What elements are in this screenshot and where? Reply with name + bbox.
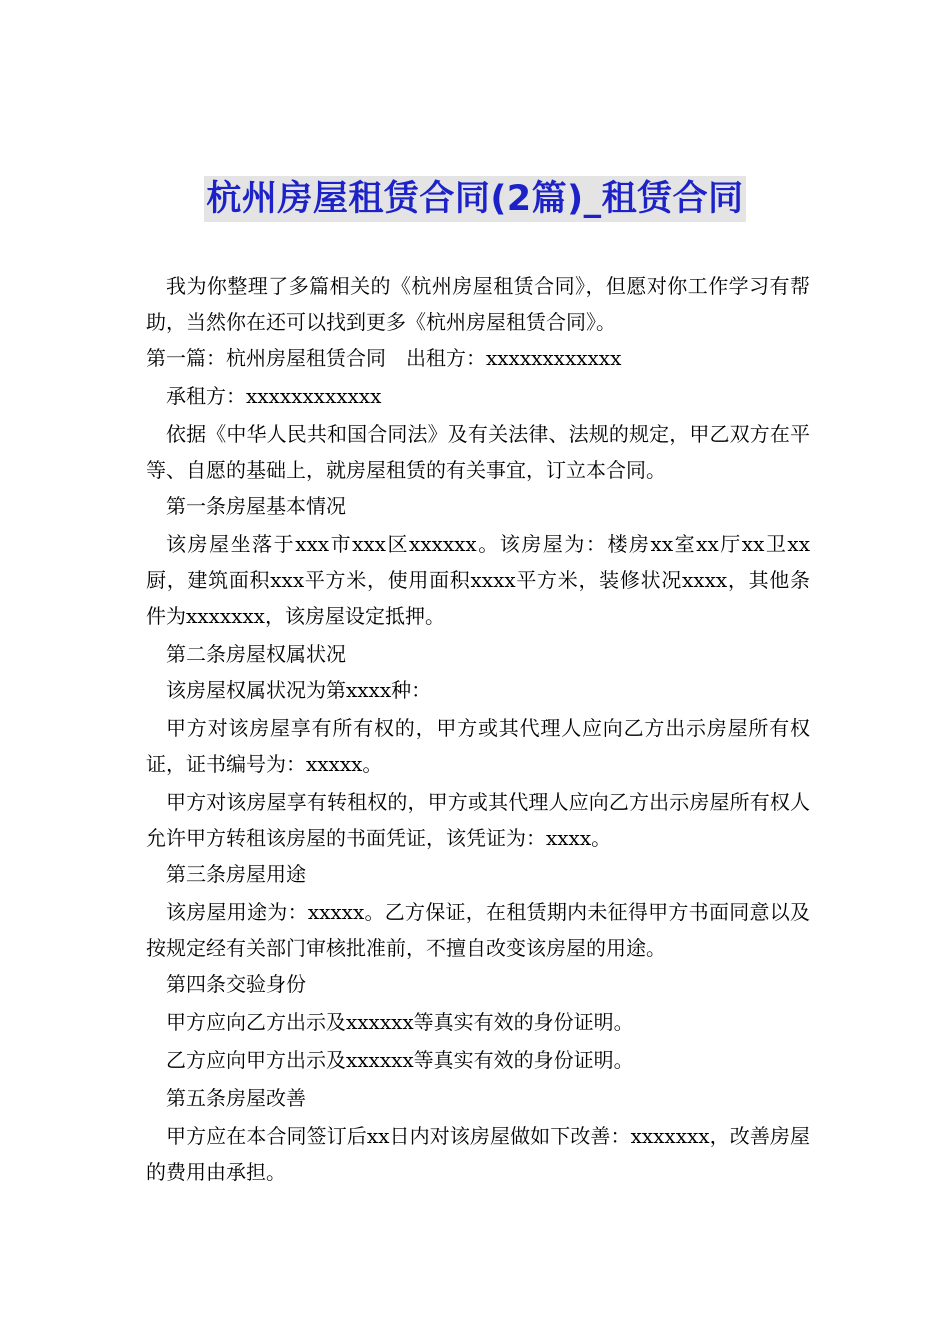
article-4-party-b: 乙方应向甲方出示及xxxxxx等真实有效的身份证明。 bbox=[166, 1048, 634, 1072]
title-container bbox=[0, 176, 950, 222]
paragraph-lessee: 承租方：xxxxxxxxxxxx bbox=[166, 384, 382, 408]
article-1-heading: 第一条房屋基本情况 bbox=[166, 494, 346, 518]
article-2-sublease: 甲方对该房屋享有转租权的，甲方或其代理人应向乙方出示房屋所有权人允许甲方转租该房屋的书面凭证，该凭证为：xxxx。 bbox=[146, 790, 810, 850]
paragraph-part-one-lessor: 第一篇：杭州房屋租赁合同 出租方：xxxxxxxxxxxx bbox=[146, 346, 622, 370]
article-5-heading: 第五条房屋改善 bbox=[166, 1086, 306, 1110]
article-2-type: 该房屋权属状况为第xxxx种： bbox=[166, 678, 432, 702]
article-5-body: 甲方应在本合同签订后xx日内对该房屋做如下改善：xxxxxxx，改善房屋的费用由承担。 bbox=[146, 1124, 810, 1184]
article-4-party-a: 甲方应向乙方出示及xxxxxx等真实有效的身份证明。 bbox=[166, 1010, 634, 1034]
article-3-heading: 第三条房屋用途 bbox=[166, 862, 306, 886]
article-3-body: 该房屋用途为：xxxxx。乙方保证，在租赁期内未征得甲方书面同意以及按规定经有关部门审核批准前，不擅自改变该房屋的用途。 bbox=[146, 900, 810, 960]
paragraph-intro: 我为你整理了多篇相关的《杭州房屋租赁合同》，但愿对你工作学习有帮助，当然你在还可以找到更多《杭州房屋租赁合同》。 bbox=[146, 274, 810, 334]
article-2-ownership: 甲方对该房屋享有所有权的，甲方或其代理人应向乙方出示房屋所有权证，证书编号为：xxxxx。 bbox=[146, 716, 810, 776]
paragraph-basis: 依据《中华人民共和国合同法》及有关法律、法规的规定，甲乙双方在平等、自愿的基础上，就房屋租赁的有关事宜，订立本合同。 bbox=[146, 422, 810, 482]
article-1-body: 该房屋坐落于xxx市xxx区xxxxxx。该房屋为：楼房xx室xx厅xx卫xx厨，建筑面积xxx平方米，使用面积xxxx平方米，装修状况xxxx，其他条件为xxxxxxx，该房屋设定抵押。 bbox=[146, 532, 810, 628]
document-title: 杭州房屋租赁合同(2篇)_租赁合同 bbox=[204, 176, 745, 222]
article-4-heading: 第四条交验身份 bbox=[166, 972, 306, 996]
article-2-heading: 第二条房屋权属状况 bbox=[166, 642, 346, 666]
document-body bbox=[146, 268, 810, 1190]
